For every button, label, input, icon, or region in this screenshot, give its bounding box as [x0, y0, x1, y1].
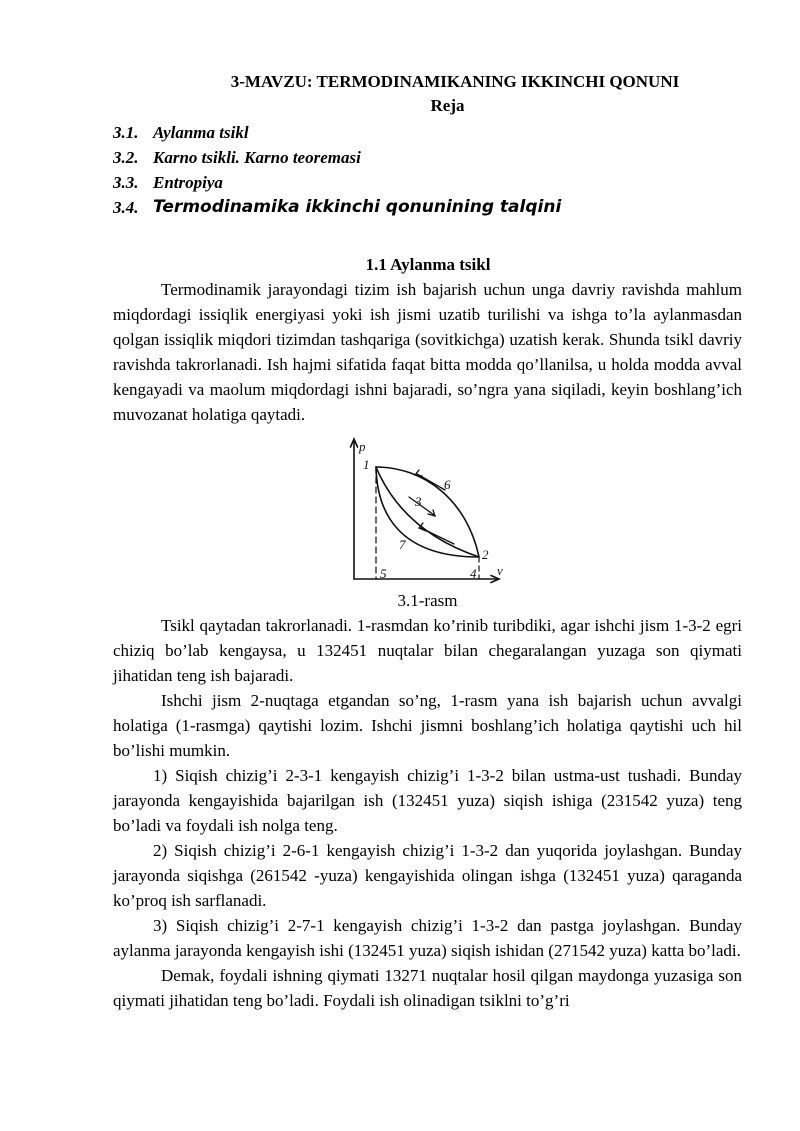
curve-6-label: 6 [444, 477, 451, 492]
arrow-6-head [415, 470, 422, 476]
plan-item-text: Karno tsikli. Karno teoremasi [153, 148, 361, 167]
plan-item-number: 3.3. [113, 173, 139, 192]
curve-3-label: 3 [415, 494, 422, 509]
plan-list [113, 120, 742, 220]
plan-item-text: Termodinamika ikkinchi qonunining talqini [153, 197, 562, 217]
p-axis-label: p [359, 439, 366, 454]
plan-item-number: 3.4. [113, 198, 139, 217]
section-title: 1.1 Aylanma tsikl [365, 255, 491, 274]
paragraph: Termodinamik jarayondagi tizim ish bajarish uchun unga davriy ravishda mahlum miqdordagi issiqlik energiyasi yoki ish jismi uzatib turilishi va ishga to’la aylanmasdan qolgan issiqlik miqdori tizimdan tashqariga (sovitkichga) uzatish kerak. Shunda tsikl davriy ravishda takrorlanadi. Ish hajmi sifatida faqat bitta modda qo’llanilsa, u holda modda avval kengayadi va maolum miqdordagi ishni bajaradi, so’ngra yana siqiladi, keyin boshlang’ich muvozanat holatiga qaytadi. [113, 280, 742, 424]
plan-item-number: 3.2. [113, 148, 139, 167]
point-2-label: 2 [482, 547, 489, 562]
plan-item [113, 120, 742, 145]
list-item: 2) Siqish chizig’i 2-6-1 kengayish chizig’i 1-3-2 dan yuqorida joylashgan. Bunday jarayonda siqishga (261542 -yuza) kengayishida olingan ishga (132451 yuza) qaraganda ko’proq ish sarflanadi. [113, 841, 742, 910]
point-5-label: 5 [380, 566, 387, 581]
list-item: 1) Siqish chizig’i 2-3-1 kengayish chizig’i 1-3-2 bilan ustma-ust tushadi. Bunday jarayonda kengayishida bajarilgan ish (132451 yuza) siqish ishiga (231542 yuza) teng bo’ladi va foydali ish nolga teng. [113, 766, 742, 835]
v-axis-label: v [497, 563, 503, 578]
plan-heading: Reja [430, 96, 465, 115]
curve-7-label: 7 [399, 537, 406, 552]
paragraph: Ishchi jism 2-nuqtaga etgandan so’ng, 1-rasm yana ish bajarish uchun avvalgi holatiga (1-rasmga) qaytishi lozim. Ishchi jismni boshlang’ich holatiga qaytishi uch hil bo’lishi mumkin. [113, 691, 742, 760]
figure-caption: 3.1-rasm [397, 591, 458, 610]
paragraph: Tsikl qaytadan takrorlanadi. 1-rasmdan ko’rinib turibdiki, agar ishchi jism 1-3-2 egri chiziq bo’lab kengaysa, u 132451 nuqtalar bilan chegaralangan yuzaga son qiymati jihatidan teng ish bajaradi. [113, 616, 742, 685]
point-4-label: 4 [470, 566, 477, 581]
plan-item-text: Aylanma tsikl [153, 123, 249, 142]
page-title: 3-MAVZU: TERMODINAMIKANING IKKINCHI QONUNI [230, 72, 680, 91]
plan-item-number: 3.1. [113, 123, 139, 142]
arrow-3 [409, 497, 434, 515]
paragraph: Demak, foydali ishning qiymati 13271 nuqtalar hosil qilgan maydonga yuzasiga son qiymati jihatidan teng bo’ladi. Foydali ish olinadigan tsiklni to’g’ri [113, 966, 742, 1010]
list-item: 3) Siqish chizig’i 2-7-1 kengayish chizig’i 1-3-2 dan pastga joylashgan. Bunday aylanma jarayonda kengayish ishi (132451 yuza) siqish ishidan (271542 yuza) katta bo’ladi. [113, 916, 742, 960]
plan-item [113, 145, 742, 170]
figure [113, 435, 742, 585]
point-1-label: 1 [363, 457, 370, 472]
plan-item-text: Entropiya [153, 173, 223, 192]
plan-item [113, 195, 742, 220]
plan-item [113, 170, 742, 195]
pv-diagram [349, 435, 509, 585]
document-page [113, 70, 742, 1013]
